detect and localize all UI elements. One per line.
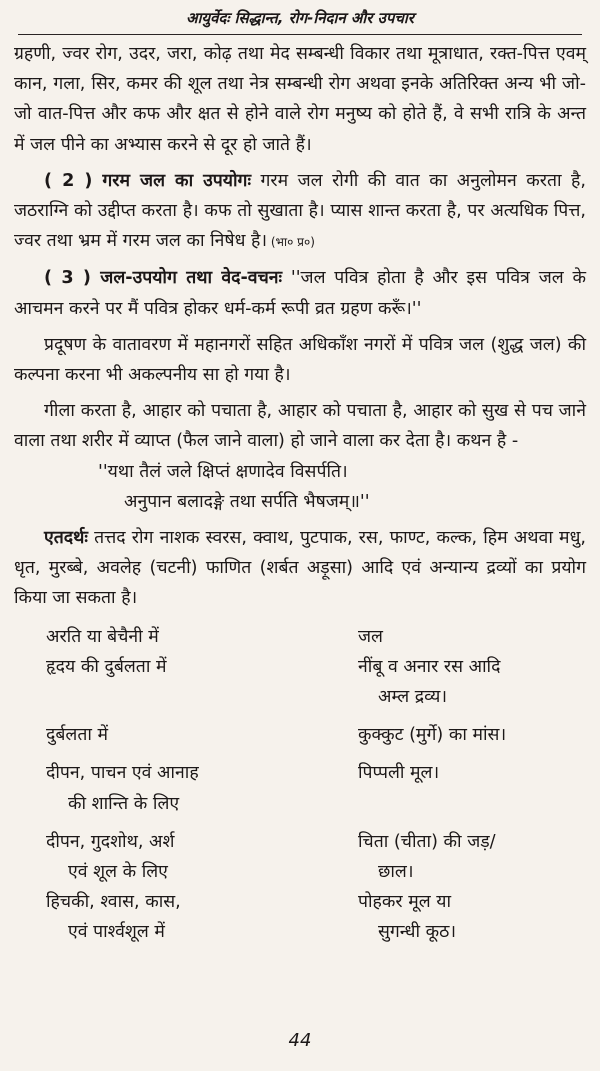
paragraph-digestion: गीला करता है, आहार को पचाता है, आहार को पचाता है, आहार को सुख से पच जाने वाला तथा शरीर में व्याप्त (फैल जाने वाला) हो जाने वाला कर देता है। कथन है - bbox=[14, 401, 586, 452]
remedy-cell: चिता (चीता) की जड़/ छाल। bbox=[358, 831, 496, 883]
condition-cell: दुर्बलता में bbox=[46, 725, 109, 746]
table-row bbox=[14, 827, 586, 887]
condition-cell: दीपन, गुदशोथ, अर्श एवं शूल के लिए bbox=[46, 831, 175, 883]
table-row bbox=[14, 758, 586, 818]
condition-cell: हिचकी, श्वास, कास, एवं पार्श्वशूल में bbox=[46, 892, 181, 943]
paragraph-meaning bbox=[14, 523, 586, 614]
remedy-cell: नींबू व अनार रस आदि अम्ल द्रव्य। bbox=[358, 656, 501, 708]
table-row bbox=[14, 887, 586, 947]
page-number: 44 bbox=[288, 1030, 312, 1051]
section-heading-hot-water: ( 2 ) गरम जल का उपयोगः bbox=[44, 170, 252, 191]
water-vedas-text: ''जल पवित्र होता है और इस पवित्र जल के आचमन करने पर मैं पवित्र होकर धर्म-कर्म रूपी व्रत ग्रहण करूँ।'' bbox=[14, 268, 586, 319]
remedy-table bbox=[14, 622, 586, 948]
table-row bbox=[14, 652, 586, 712]
remedy-cell: कुक्कुट (मुर्गे) का मांस। bbox=[358, 725, 507, 746]
hot-water-text: गरम जल रोगी की वात का अनुलोमन करता है, जठराग्नि को उद्दीप्त करता है। कफ तो सुखाता है। प्यास शान्त करता है, पर अत्यधिक पित्त, ज्वर तथा भ्रम में गरम जल का निषेध है। bbox=[14, 170, 586, 252]
verse-line-1: ''यथा तैलं जले क्षिप्तं क्षणादेव विसर्पति। bbox=[98, 461, 348, 482]
paragraph-pollution: प्रदूषण के वातावरण में महानगरों सहित अधिकाँश नगरों में पवित्र जल (शुद्ध जल) की कल्पना करना भी अकल्पनीय सा हो गया है। bbox=[14, 334, 586, 386]
verse-line-2: अनुपान बलादङ्गे तथा सर्पति भैषजम्॥'' bbox=[124, 491, 370, 512]
table-row bbox=[14, 622, 586, 652]
paragraph-diseases-cured: ग्रहणी, ज्वर रोग, उदर, जरा, कोढ़ तथा मेद सम्बन्धी विकार तथा मूत्राधात, रक्त-पित्त एवम् कान, गला, सिर, कमर की शूल तथा नेत्र सम्बन्धी रोग अथवा इनके अतिरिक्त अन्य भी जो-जो वात-पित्त और कफ और क्षत से होने वाले रोग मनुष्य को होते हैं, वे सभी रात्रि के अन्त में जल पीने का अभ्यास करने से दूर हो जाते हैं। bbox=[14, 44, 586, 155]
paragraph-hot-water bbox=[14, 166, 586, 258]
header-rule bbox=[18, 34, 582, 35]
remedy-cell: पिप्पली मूल। bbox=[358, 763, 440, 784]
table-row bbox=[14, 720, 586, 750]
running-header: आयुर्वेदः सिद्धान्त, रोग-निदान और उपचार bbox=[186, 9, 414, 27]
paragraph-water-vedas bbox=[14, 263, 586, 323]
remedy-cell: जल bbox=[358, 626, 383, 647]
meaning-text: तत्तद रोग नाशक स्वरस, क्वाथ, पुटपाक, रस, फाण्ट, कल्क, हिम अथवा मधु, धृत, मुरब्बे, अवलेह (चटनी) फाणित (शर्बत अड़ूसा) आदि एवं अन्यान्य द्रव्यों का प्रयोग किया जा सकता है। bbox=[14, 528, 586, 609]
meaning-heading: एतदर्थः bbox=[44, 528, 88, 549]
condition-cell: दीपन, पाचन एवं आनाह की शान्ति के लिए bbox=[46, 763, 199, 814]
section-heading-water-vedas: ( 3 ) जल-उपयोग तथा वेद-वचनः bbox=[44, 268, 283, 289]
condition-cell: हृदय की दुर्बलता में bbox=[46, 656, 167, 677]
page-body bbox=[14, 39, 586, 948]
condition-cell: अरति या बेचैनी में bbox=[46, 626, 159, 647]
reference-bhava-prakash: (भा० प्र०) bbox=[267, 235, 315, 250]
remedy-cell: पोहकर मूल या सुगन्धी कूठ। bbox=[358, 892, 457, 943]
